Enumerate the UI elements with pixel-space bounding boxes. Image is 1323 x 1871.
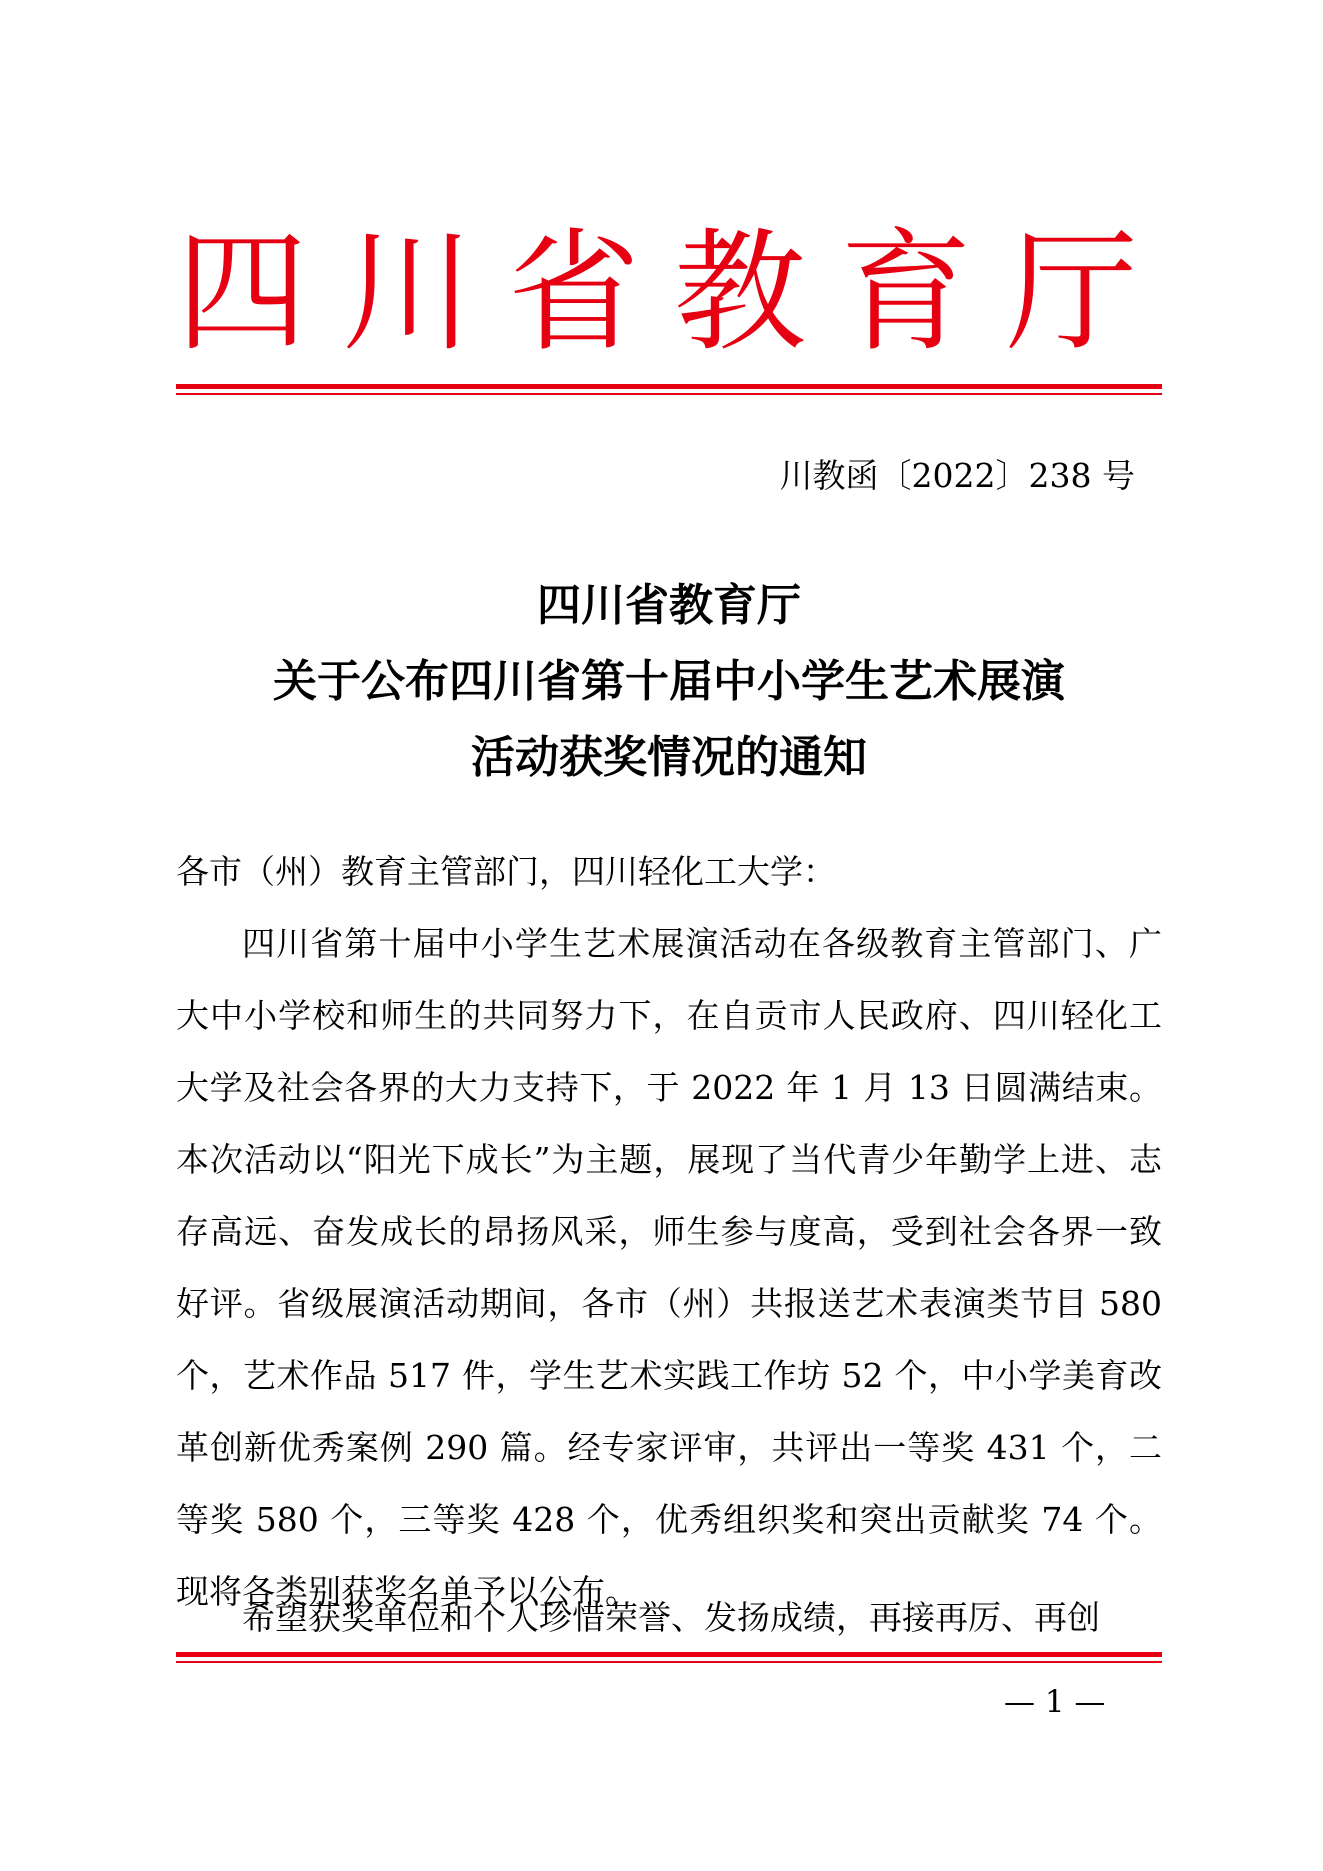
footer-thin-line [176,1661,1162,1663]
separator-thick-line [176,384,1162,389]
separator-thin-line [176,393,1162,395]
page-number: — 1 — [1004,1684,1106,1720]
document-number: 川教函〔2022〕238 号 [779,456,1135,495]
body-paragraph-1: 四川省第十届中小学生艺术展演活动在各级教育主管部门、广大中小学校和师生的共同努力下，在自贡市人民政府、四川轻化工大学及社会各界的大力支持下，于 2022 年 1 月 13 日圆满结束。本次活动以“阳光下成长”为主题，展现了当代青少年勤学上进、志存高远、奋发成长的昂扬风采，师生参与度高，受到社会各界一致好评。省级展演活动期间，各市（州）共报送艺术表演类节目 580 个，艺术作品 517 件，学生艺术实践工作坊 52 个，中小学美育改革创新优秀案例 290 篇。经专家评审，共评出一等奖 431 个，二等奖 580 个，三等奖 428 个，优秀组织奖和突出贡献奖 74 个。现将各类别获奖名单予以公布。 [176,924,1162,1611]
salutation: 各市（州）教育主管部门，四川轻化工大学： [176,852,836,891]
footer-separator-rule [176,1652,1162,1664]
title-line-1: 四川省教育厅 [537,580,801,631]
document-title [176,568,1162,796]
letterhead-separator-rule [176,384,1162,396]
title-line-2: 关于公布四川省第十届中小学生艺术展演 [273,656,1065,707]
body-paragraph-2: 希望获奖单位和个人珍惜荣誉、发扬成绩，再接再厉、再创 [242,1598,1100,1637]
title-line-3: 活动获奖情况的通知 [471,732,867,783]
letterhead-title: 四川省教育厅 [176,216,1172,370]
footer-thick-line [176,1652,1162,1657]
